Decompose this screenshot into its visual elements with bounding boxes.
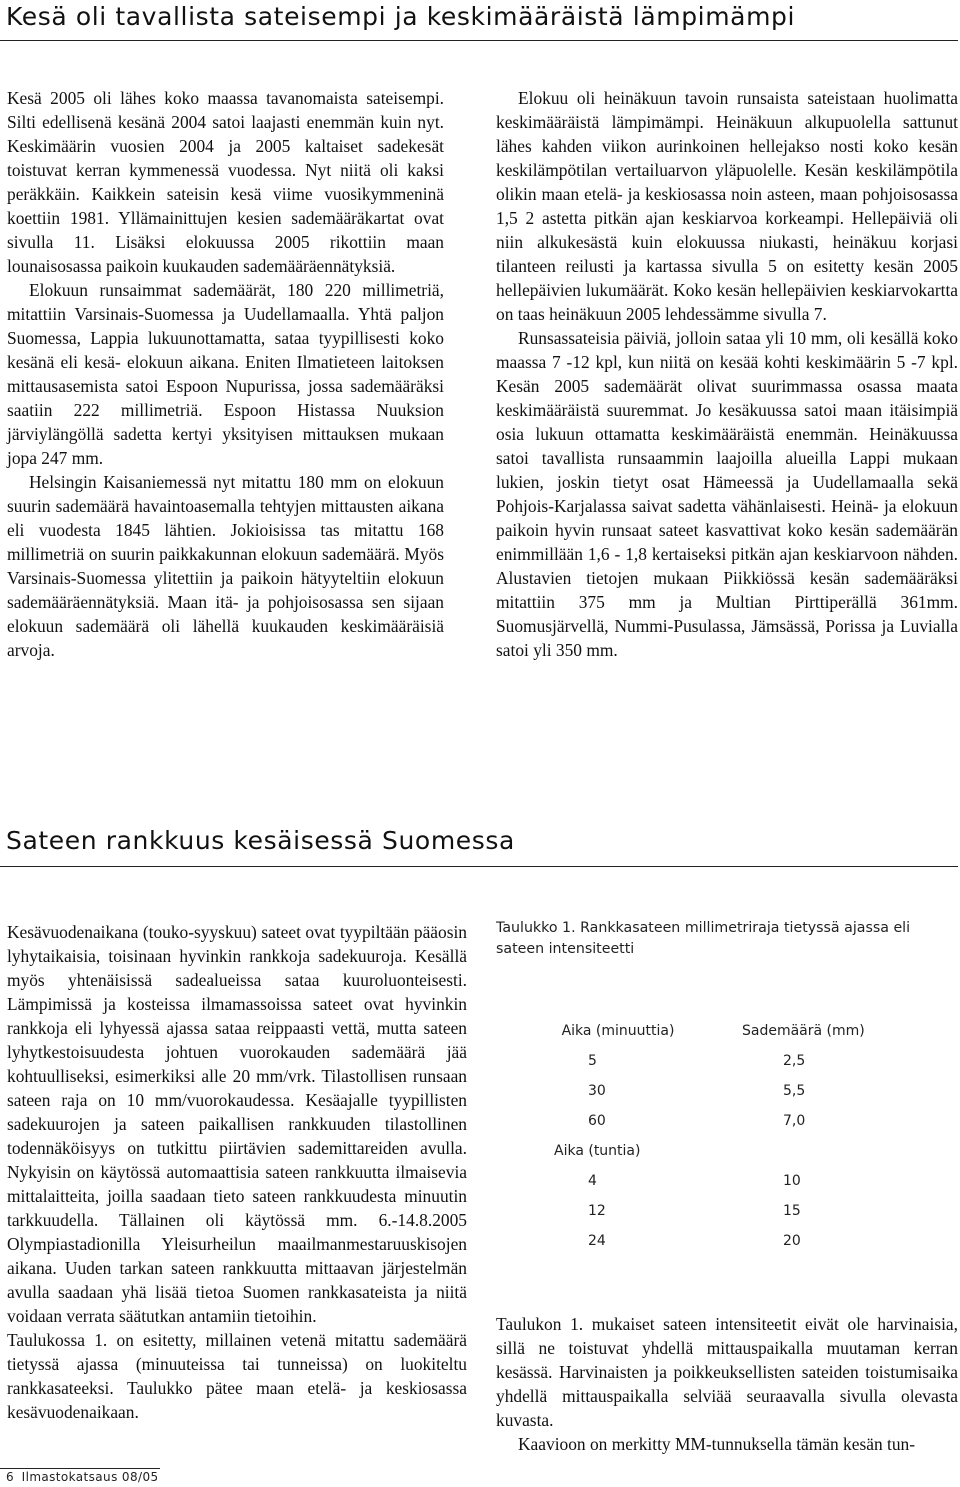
- table-cell-amount: 7,0: [783, 1113, 806, 1129]
- article-title-rain-intensity: Sateen rankkuus kesäisessä Suomessa: [6, 826, 515, 855]
- paragraph: Runsassateisia päiviä, jolloin sataa yli 10 mm, oli kesällä koko maassa 7 -12 kpl, kun niitä on kesää kohti keskimäärin 5 -7 kpl. Kesän 2005 sademäärät olivat suurimmassa osassa maata keskimääräistä suuremmat. Jo kesäkuussa satoi maan itäisimpiä osia lukuun ottamatta keskimääräistä enemmän. Heinäkuussa satoi tavallista runsaammin laajoilla alueilla Lappi mukaan lukien, joskin tietyt osat Hämeessä ja Uudellamaalla sekä Pohjois-Karjalassa saivat sadetta vähänlaisesti. Heinä- ja elokuun paikoin hyvin runsaat sateet kasvattivat koko kesän sademäärän enimmillään 1,6 - 1,8 kertaiseksi pitkän ajan keskiarvoon nähden. Alustavien tietojen mukaan Piikkiössä kesän sademääräksi mitattiin 375 mm ja Multian Pirttiperällä 361mm. Suomusjärvellä, Nummi-Pusulassa, Jämsässä, Porissa ja Luvialla satoi yli 350 mm.: [496, 328, 958, 660]
- table-cell-amount: 2,5: [783, 1053, 806, 1069]
- table-row: [528, 1196, 888, 1226]
- article2-right-column: [496, 1312, 958, 1456]
- title-underline: [0, 866, 958, 867]
- table-cell-time: 5: [588, 1053, 597, 1069]
- paragraph: Kesävuodenaikana (touko-syyskuu) sateet ovat tyypiltään pääosin lyhytaikaisia, toisinaan hyvinkin rankkoja sadekuuroja. Kesällä myös yhtenäisissä sadealueissa sataa kuuroluonteisesti. Lämpimissä ja kosteissa ilmamassoissa sateet ovat hyvinkin rankkoja eli lyhyessä ajassa sataa reippaasti vettä, mutta sateen lyhytkestoisuudesta johtuen vuorokauden sademäärä jää kohtuulliseksi, esimerkiksi alle 20 mm/vrk. Tilastollisen runsaan sateen raja on 10 mm/vuorokaudessa. Kesäajalle tyypillisten sadekuurojen ja sateen paikallisen rankkuuden tilastollinen todennäköisyys on tutkittu piirtävien sademittareiden avulla. Nykyisin on käytössä automaattisia sateen rankkuutta ilmaisevia mittalaitteita, joilla saadaan tieto sateen rankkuudesta minuutin tarkkuudella. Tällainen oli käytössä mm. 6.-14.8.2005 Olympiastadionilla Yleisurheilun maailmanmestaruuskisojen aikana. Uuden tarkan sateen rankkuutta mittaavan järjestelmän avulla saadaan yhä lisää tietoa Suomen rankkasateista ja niitä voidaan verrata säätutkan antamiin tietoihin.: [7, 922, 467, 1326]
- paragraph: Elokuu oli heinäkuun tavoin runsaista sateistaan huolimatta keskimääräistä lämpimämpi. Heinäkuun alkupuolella sattunut lähes kahden viikon aurinkoinen hellejakso nosti koko kesän keskilämpötilan vertailuarvon yläpuolelle. Kesän keskilämpötila olikin maan etelä- ja keskiosassa noin asteen, maan pohjoisosassa 1,5 2 astetta pitkän ajan keskiarvoa korkeampi. Hellepäiviä oli niin alkukesästä kuin elokuussa niukasti, heinäkuu korjasi tilanteen reilusti ja kartassa sivulla 5 on esitetty kesän 2005 hellepäivien lukumäärät. Koko kesän hellepäivien keskiarvokartta on taas heinäkuun 2005 lehdessämme sivulla 7.: [496, 88, 958, 324]
- table-row: [528, 1046, 888, 1076]
- table-header-amount: Sademäärä (mm): [742, 1023, 865, 1039]
- magazine-name: Ilmastokatsaus 08/05: [21, 1470, 159, 1484]
- paragraph: Taulukon 1. mukaiset sateen intensiteetit eivät ole harvinaisia, sillä ne toistuvat yhdellä mittauspaikalla muutaman kerran kesässä. Harvinaisten ja poikkeuksellisten sateiden toistumisaika yhdellä mittauspaikalla selviää seuraavalla sivulla olevasta kuvasta.: [496, 1314, 958, 1430]
- article1-right-column: [496, 86, 958, 662]
- footer-rule: [0, 1468, 160, 1469]
- page-number: 6: [6, 1470, 14, 1484]
- table-cell-amount: 10: [783, 1173, 801, 1189]
- table-cell-time: 24: [588, 1233, 606, 1249]
- table-cell-amount: 20: [783, 1233, 801, 1249]
- table-subheader-row: [528, 1136, 888, 1166]
- article1-left-column: [7, 86, 444, 662]
- paragraph: Elokuun runsaimmat sademäärät, 180 220 millimetriä, mitattiin Varsinais-Suomessa ja Uudellamaalla. Yhtä paljon Suomessa, Lappia lukuunottamatta, sataa tyypillisesti koko kesänä eli kesä- elokuun aikana. Eniten Ilmatieteen laitoksen mittausasemista satoi Espoon Nupurissa, jossa sademääräksi saatiin 222 millimetriä. Espoon Histassa Nuuksion järviylängöllä sadetta kertyi yksityisen mittauksen mukaan jopa 247 mm.: [7, 280, 444, 468]
- table-row: [528, 1076, 888, 1106]
- table-row: [528, 1166, 888, 1196]
- paragraph: Helsingin Kaisaniemessä nyt mitattu 180 mm on elokuun suurin sademäärä havaintoasemalla tehtyjen mittausten aikana eli vuodesta 1845 lähtien. Jokioisissa tas mitattu 168 millimetriä on suurin paikkakunnan elokuun sademäärä. Myös Varsinais-Suomessa ylitettiin ja paikoin hätyyteltiin elokuun sademääräennätyksiä. Maan itä- ja pohjoisosassa sen sijaan elokuun sademäärä oli lähellä kuukauden keskimääräisiä arvoja.: [7, 472, 444, 660]
- table-header-time: Aika (minuuttia): [561, 1023, 675, 1039]
- rain-intensity-table: [528, 1016, 888, 1256]
- article-title-summer: Kesä oli tavallista sateisempi ja keskimääräistä lämpimämpi: [6, 2, 796, 31]
- article2-left-column: [7, 920, 467, 1424]
- table-row: [528, 1106, 888, 1136]
- table-row: [528, 1226, 888, 1256]
- table-cell-amount: 15: [783, 1203, 801, 1219]
- paragraph: Kesä 2005 oli lähes koko maassa tavanomaista sateisempi. Silti edellisenä kesänä 2004 satoi laajasti enemmän kuin nyt. Keskimäärin vuosien 2004 ja 2005 kaltaiset sadekesät toistuvat kerran kymmenessä vuodessa. Nyt niitä oli kaksi peräkkäin. Kaikkein sateisin kesä viime vuosikymmeninä koettiin 1981. Yllämainittujen kesien sademääräkartat ovat sivulla 11. Lisäksi elokuussa 2005 rikottiin maan lounaisosassa paikoin kuukauden sademääräennätyksiä.: [7, 88, 444, 276]
- table-subheader-hours: Aika (tuntia): [554, 1143, 641, 1159]
- title-underline: [0, 40, 958, 41]
- table-cell-time: 4: [588, 1173, 597, 1189]
- paragraph: Taulukossa 1. on esitetty, millainen vetenä mitattu sademäärä tietyssä ajassa (minuuteissa tai tunneissa) on luokiteltu rankkasateeksi. Taulukko pätee maan etelä- ja keskiosassa kesävuodenaikaan.: [7, 1330, 467, 1422]
- table-header-row: [528, 1016, 888, 1046]
- page-footer: [6, 1470, 159, 1484]
- table-cell-time: 60: [588, 1113, 606, 1129]
- table-caption: Taulukko 1. Rankkasateen millimetriraja tietyssä ajassa eli sateen intensiteetti: [496, 920, 911, 957]
- table-cell-time: 12: [588, 1203, 606, 1219]
- table-cell-amount: 5,5: [783, 1083, 806, 1099]
- paragraph: Kaavioon on merkitty MM-tunnuksella tämän kesän tun-: [518, 1434, 916, 1454]
- table-cell-time: 30: [588, 1083, 606, 1099]
